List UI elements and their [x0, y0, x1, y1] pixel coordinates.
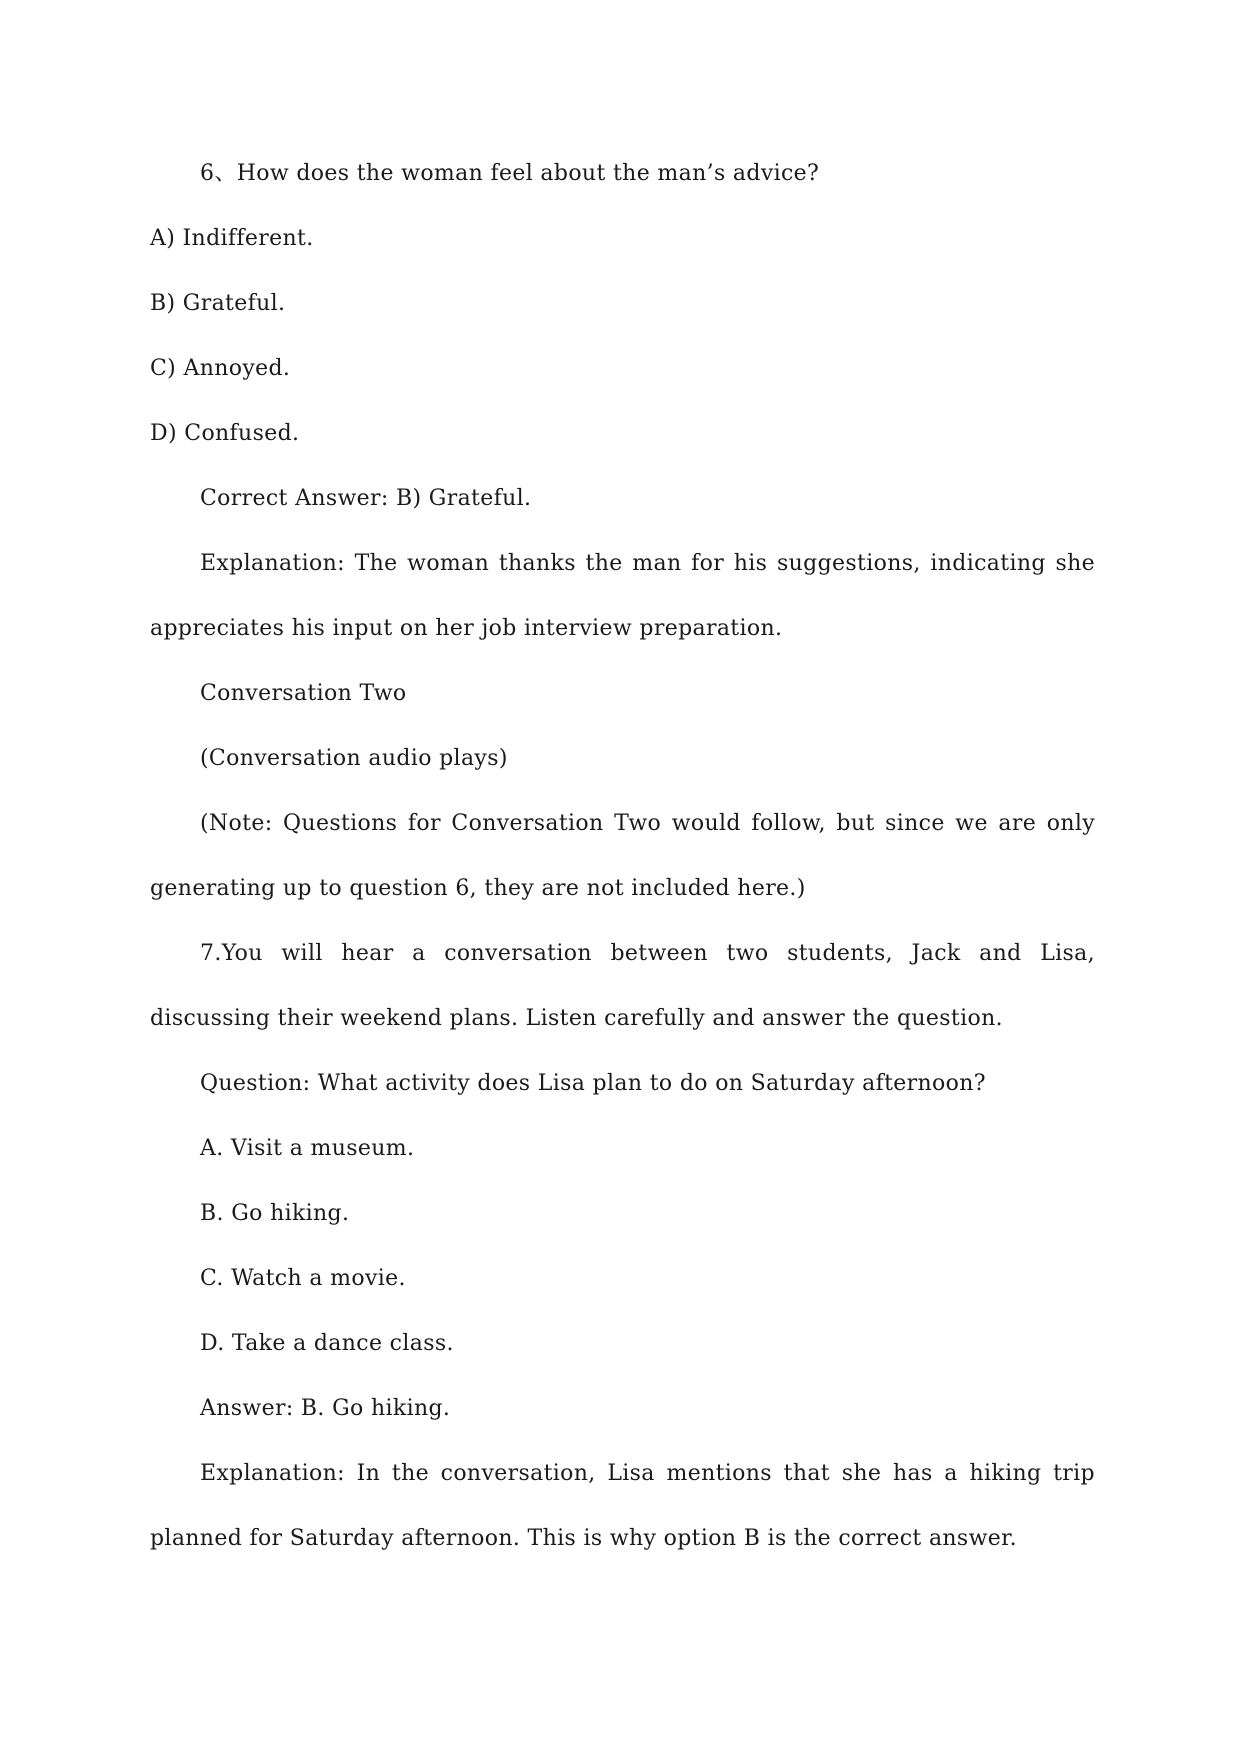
- conversation-two-note: (Note: Questions for Conversation Two would follow, but since we are only generating up to question 6, they are not included here.): [150, 811, 1095, 901]
- question-7-explanation: Explanation: In the conversation, Lisa mentions that she has a hiking trip planned for Saturday afternoon. This is why option B is the correct answer.: [150, 1461, 1095, 1551]
- question-7-intro: 7.You will hear a conversation between two students, Jack and Lisa, discussing their weekend plans. Listen carefully and answer the question.: [150, 941, 1095, 1031]
- conversation-two-heading: Conversation Two: [200, 681, 407, 706]
- question-6-option-d: D) Confused.: [150, 421, 300, 446]
- question-6-option-c: C) Annoyed.: [150, 356, 291, 381]
- question-7-question: Question: What activity does Lisa plan to do on Saturday afternoon?: [200, 1071, 986, 1096]
- question-7-option-a: A. Visit a museum.: [200, 1136, 415, 1161]
- question-6-option-b: B) Grateful.: [150, 291, 286, 316]
- question-6-answer: Correct Answer: B) Grateful.: [200, 486, 532, 511]
- question-6-explanation: Explanation: The woman thanks the man for his suggestions, indicating she appreciates his input on her job interview preparation.: [150, 551, 1095, 641]
- question-6-stem: 6、How does the woman feel about the man’s advice?: [200, 161, 820, 186]
- question-7-option-d: D. Take a dance class.: [200, 1331, 454, 1356]
- question-6-option-a: A) Indifferent.: [150, 226, 314, 251]
- page-content: [150, 141, 1095, 1571]
- question-7-option-b: B. Go hiking.: [200, 1201, 350, 1226]
- question-7-option-c: C. Watch a movie.: [200, 1266, 406, 1291]
- conversation-two-audio-note: (Conversation audio plays): [200, 746, 508, 771]
- question-7-answer: Answer: B. Go hiking.: [200, 1396, 451, 1421]
